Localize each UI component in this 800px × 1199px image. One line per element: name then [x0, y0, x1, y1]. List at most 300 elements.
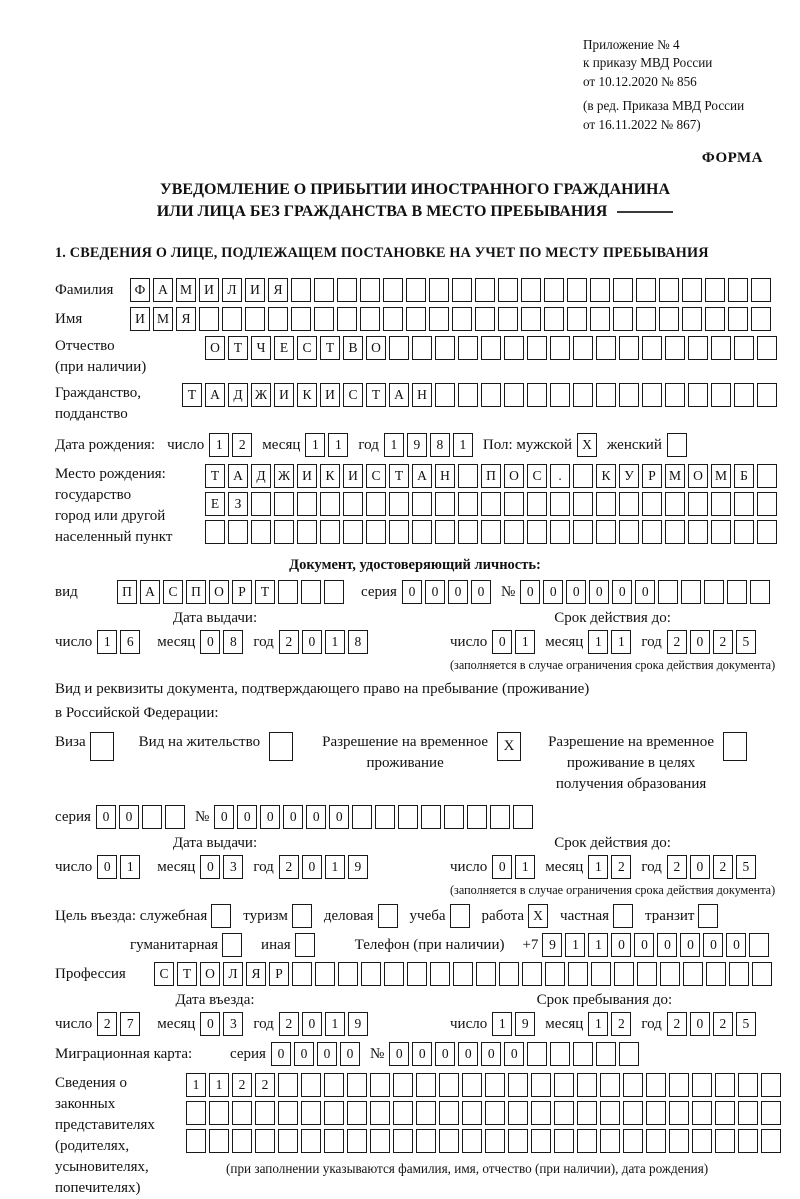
profession-row	[55, 962, 775, 986]
char-box: 0	[302, 1012, 322, 1036]
migration-series-boxes	[271, 1042, 363, 1066]
char-box	[704, 580, 724, 604]
char-box: 2	[97, 1012, 117, 1036]
char-box	[761, 1101, 781, 1125]
char-box: Н	[435, 464, 455, 488]
char-box: 1	[120, 855, 140, 879]
char-box	[757, 520, 777, 544]
char-box: 7	[120, 1012, 140, 1036]
char-box: 0	[340, 1042, 360, 1066]
number-label: №	[369, 1045, 385, 1062]
char-box: 0	[435, 1042, 455, 1066]
char-box	[738, 1101, 758, 1125]
char-box	[600, 1129, 620, 1153]
char-box: Ж	[251, 383, 271, 407]
char-box	[508, 1129, 528, 1153]
char-box	[255, 1101, 275, 1125]
char-box	[669, 1101, 689, 1125]
char-box	[508, 1101, 528, 1125]
char-box: 1	[588, 630, 608, 654]
char-box	[734, 492, 754, 516]
resident-series-boxes	[96, 805, 188, 829]
issue-year-boxes	[279, 630, 371, 654]
doc-series-boxes	[402, 580, 494, 604]
appendix-reference	[583, 36, 775, 134]
char-box	[361, 962, 381, 986]
char-box	[430, 962, 450, 986]
char-box: Д	[251, 464, 271, 488]
char-box	[90, 732, 114, 761]
char-box	[324, 1129, 344, 1153]
char-box	[527, 336, 547, 360]
char-box	[370, 1129, 390, 1153]
edu-residence-label-line1: Разрешение на временное	[548, 734, 715, 751]
appendix-line: к приказу МВД России	[583, 55, 713, 71]
char-box	[757, 336, 777, 360]
char-box	[481, 336, 501, 360]
char-box: 2	[279, 1012, 299, 1036]
valid-day-boxes	[492, 630, 538, 654]
char-box: Т	[320, 336, 340, 360]
char-box	[295, 933, 315, 957]
char-box	[481, 520, 501, 544]
char-box: И	[245, 278, 265, 302]
resident-number-boxes	[214, 805, 536, 829]
char-box	[269, 732, 293, 761]
char-box: 0	[237, 805, 257, 829]
char-box: О	[209, 580, 229, 604]
char-box: Д	[228, 383, 248, 407]
birthplace-boxes-row3	[205, 520, 780, 544]
month-label: месяц	[262, 436, 301, 453]
surname-boxes	[130, 278, 774, 302]
char-box	[665, 336, 685, 360]
char-box	[577, 1101, 597, 1125]
char-box: 3	[223, 1012, 243, 1036]
patronymic-boxes	[205, 336, 780, 360]
birthdate-label: Дата рождения:	[55, 436, 156, 453]
char-box: 0	[200, 630, 220, 654]
purpose-official-checkbox	[211, 904, 234, 928]
char-box: Т	[177, 962, 197, 986]
purpose-label: Цель въезда: служебная	[55, 907, 208, 924]
char-box: М	[665, 464, 685, 488]
char-box: О	[366, 336, 386, 360]
birthplace-boxes-row1	[205, 464, 780, 488]
char-box	[692, 1073, 712, 1097]
char-box	[738, 1073, 758, 1097]
issue-date-title: Дата выдачи:	[172, 835, 258, 852]
char-box	[292, 904, 312, 928]
char-box: 0	[302, 630, 322, 654]
birthplace-boxes-stack	[205, 464, 780, 548]
entry-purpose-row	[55, 904, 775, 928]
char-box: Л	[223, 962, 243, 986]
char-box: П	[186, 580, 206, 604]
char-box	[728, 278, 748, 302]
char-box	[659, 307, 679, 331]
char-box	[715, 1129, 735, 1153]
char-box: И	[343, 464, 363, 488]
char-box: 0	[271, 1042, 291, 1066]
surname-row	[55, 278, 775, 302]
patronymic-label-line2: (при наличии)	[55, 359, 147, 376]
char-box	[324, 1073, 344, 1097]
char-box	[642, 520, 662, 544]
char-box	[550, 336, 570, 360]
char-box	[504, 492, 524, 516]
char-box	[646, 1073, 666, 1097]
char-box: 1	[328, 433, 348, 457]
char-box	[692, 1101, 712, 1125]
char-box	[757, 464, 777, 488]
char-box: 1	[515, 630, 535, 654]
char-box	[619, 520, 639, 544]
temp-residence-label-line1: Разрешение на временное	[322, 734, 489, 751]
char-box	[688, 520, 708, 544]
char-box	[596, 336, 616, 360]
char-box	[393, 1129, 413, 1153]
edu-residence-option	[548, 732, 750, 795]
char-box: Е	[205, 492, 225, 516]
birthplace-row	[55, 464, 775, 548]
char-box: 1	[611, 630, 631, 654]
char-box	[383, 307, 403, 331]
char-box	[688, 336, 708, 360]
surname-label: Фамилия	[55, 281, 114, 298]
purpose-other-label: иная	[261, 936, 291, 953]
char-box	[475, 307, 495, 331]
valid-year-boxes	[667, 855, 759, 879]
sex-female-checkbox	[667, 433, 690, 457]
char-box: 0	[680, 933, 700, 957]
char-box	[412, 336, 432, 360]
char-box: 0	[260, 805, 280, 829]
char-box	[554, 1129, 574, 1153]
char-box	[301, 1101, 321, 1125]
char-box: Я	[176, 307, 196, 331]
char-box	[527, 520, 547, 544]
char-box: С	[366, 464, 386, 488]
char-box	[320, 492, 340, 516]
valid-until-title: Срок действия до:	[554, 835, 671, 852]
char-box	[338, 962, 358, 986]
valid-year-boxes	[667, 630, 759, 654]
char-box: 1	[325, 1012, 345, 1036]
char-box: 6	[120, 630, 140, 654]
purpose-transit-checkbox	[698, 904, 721, 928]
char-box: О	[688, 464, 708, 488]
char-box: 1	[588, 1012, 608, 1036]
char-box: А	[205, 383, 225, 407]
char-box: 8	[348, 630, 368, 654]
char-box: К	[297, 383, 317, 407]
char-box: 2	[611, 1012, 631, 1036]
phone-label: Телефон (при наличии)	[354, 936, 505, 953]
char-box	[527, 383, 547, 407]
representatives-label-line4: (родителях,	[55, 1138, 130, 1155]
birthplace-boxes-row2	[205, 492, 780, 516]
char-box: В	[343, 336, 363, 360]
series-label: серия	[230, 1045, 266, 1062]
char-box	[757, 492, 777, 516]
char-box	[711, 336, 731, 360]
char-box	[669, 1129, 689, 1153]
char-box	[613, 307, 633, 331]
char-box	[278, 1101, 298, 1125]
char-box	[550, 520, 570, 544]
char-box: К	[596, 464, 616, 488]
char-box	[531, 1101, 551, 1125]
char-box: 0	[504, 1042, 524, 1066]
char-box	[352, 805, 372, 829]
char-box	[646, 1129, 666, 1153]
char-box	[729, 962, 749, 986]
issue-day-boxes	[97, 855, 143, 879]
char-box: 1	[305, 433, 325, 457]
char-box	[407, 962, 427, 986]
char-box: 0	[612, 580, 632, 604]
char-box	[596, 492, 616, 516]
char-box	[186, 1101, 206, 1125]
day-label: число	[450, 633, 488, 650]
profession-boxes	[154, 962, 775, 986]
char-box: Е	[274, 336, 294, 360]
section-1-title: 1. СВЕДЕНИЯ О ЛИЦЕ, ПОДЛЕЖАЩЕМ ПОСТАНОВКЕ НА УЧЕТ ПО МЕСТУ ПРЕБЫВАНИЯ	[55, 245, 709, 262]
visa-checkbox	[90, 732, 117, 761]
year-label: год	[641, 633, 662, 650]
char-box: 8	[223, 630, 243, 654]
char-box	[245, 307, 265, 331]
amendment-line: (в ред. Приказа МВД России	[583, 98, 745, 114]
char-box: 2	[255, 1073, 275, 1097]
char-box	[458, 492, 478, 516]
char-box	[698, 904, 718, 928]
char-box	[301, 580, 321, 604]
char-box: 0	[492, 630, 512, 654]
char-box	[711, 492, 731, 516]
entry-dates-row	[55, 992, 775, 1036]
char-box	[550, 383, 570, 407]
char-box: Я	[246, 962, 266, 986]
validity-note: (заполняется в случае ограничения срока действия документа)	[450, 658, 776, 673]
char-box	[343, 520, 363, 544]
char-box	[360, 278, 380, 302]
char-box: 0	[611, 933, 631, 957]
char-box	[222, 307, 242, 331]
month-label: месяц	[157, 858, 196, 875]
valid-until-title: Срок действия до:	[554, 610, 671, 627]
char-box	[232, 1129, 252, 1153]
char-box	[337, 278, 357, 302]
char-box: П	[117, 580, 137, 604]
char-box	[314, 307, 334, 331]
char-box: 1	[325, 630, 345, 654]
patronymic-label	[55, 336, 205, 378]
char-box	[683, 962, 703, 986]
char-box: 0	[425, 580, 445, 604]
char-box	[429, 278, 449, 302]
char-box	[738, 1129, 758, 1153]
id-document-header: Документ, удостоверяющий личность:	[289, 557, 541, 574]
char-box	[453, 962, 473, 986]
char-box	[485, 1129, 505, 1153]
char-box: 2	[713, 630, 733, 654]
char-box	[521, 307, 541, 331]
issue-month-boxes	[200, 630, 246, 654]
char-box: 1	[325, 855, 345, 879]
char-box	[439, 1073, 459, 1097]
char-box	[435, 492, 455, 516]
char-box	[613, 278, 633, 302]
char-box: З	[228, 492, 248, 516]
char-box: Л	[222, 278, 242, 302]
char-box	[527, 492, 547, 516]
char-box: О	[205, 336, 225, 360]
char-box	[435, 383, 455, 407]
char-box	[324, 580, 344, 604]
resident-doc-line1: Вид и реквизиты документа, подтверждающего право на пребывание (проживание)	[55, 681, 590, 698]
char-box	[165, 805, 185, 829]
char-box	[527, 1042, 547, 1066]
char-box	[667, 433, 687, 457]
char-box	[315, 962, 335, 986]
char-box	[573, 1042, 593, 1066]
appendix-line: от 10.12.2020 № 856	[583, 73, 697, 89]
char-box: 0	[200, 855, 220, 879]
day-label: число	[55, 633, 93, 650]
purpose-humanitarian-checkbox	[222, 933, 245, 957]
day-label: число	[167, 436, 205, 453]
char-box	[211, 904, 231, 928]
char-box	[623, 1101, 643, 1125]
char-box: С	[163, 580, 183, 604]
char-box: 1	[209, 1073, 229, 1097]
firstname-boxes	[130, 307, 774, 331]
char-box	[476, 962, 496, 986]
char-box	[278, 1073, 298, 1097]
char-box: 1	[492, 1012, 512, 1036]
birth-year-boxes	[384, 433, 476, 457]
char-box: И	[130, 307, 150, 331]
representatives-boxes-row2	[186, 1101, 784, 1125]
char-box	[682, 307, 702, 331]
char-box	[659, 278, 679, 302]
char-box	[389, 336, 409, 360]
char-box	[550, 492, 570, 516]
char-box	[658, 580, 678, 604]
char-box	[475, 278, 495, 302]
phone-boxes	[542, 933, 772, 957]
firstname-row	[55, 307, 775, 331]
char-box	[255, 1129, 275, 1153]
char-box: 3	[223, 855, 243, 879]
id-document-row	[55, 580, 775, 604]
char-box	[688, 383, 708, 407]
char-box	[554, 1073, 574, 1097]
char-box: 5	[736, 1012, 756, 1036]
char-box	[665, 520, 685, 544]
char-box	[393, 1101, 413, 1125]
char-box: С	[154, 962, 174, 986]
issue-month-boxes	[200, 855, 246, 879]
char-box: Т	[366, 383, 386, 407]
purpose-business-label: деловая	[323, 907, 374, 924]
char-box	[421, 805, 441, 829]
char-box	[715, 1101, 735, 1125]
birthplace-label-line1: Место рождения:	[55, 466, 166, 483]
year-label: год	[253, 858, 274, 875]
char-box	[692, 1129, 712, 1153]
char-box	[251, 492, 271, 516]
char-box: К	[320, 464, 340, 488]
char-box	[660, 962, 680, 986]
char-box: Т	[205, 464, 225, 488]
char-box	[573, 383, 593, 407]
char-box	[389, 520, 409, 544]
char-box	[301, 1073, 321, 1097]
purpose-study-checkbox	[450, 904, 473, 928]
residence-permit-option	[139, 732, 296, 761]
char-box	[508, 1073, 528, 1097]
doc-number-boxes	[520, 580, 773, 604]
char-box	[347, 1129, 367, 1153]
char-box: 0	[726, 933, 746, 957]
char-box	[366, 520, 386, 544]
char-box: И	[274, 383, 294, 407]
char-box	[567, 307, 587, 331]
char-box	[416, 1073, 436, 1097]
char-box	[531, 1129, 551, 1153]
char-box: 2	[232, 1073, 252, 1097]
char-box	[522, 962, 542, 986]
migration-number-boxes	[389, 1042, 642, 1066]
char-box: 0	[306, 805, 326, 829]
representatives-label-line3: представителях	[55, 1117, 155, 1134]
doc-type-boxes	[117, 580, 347, 604]
char-box	[545, 962, 565, 986]
char-box	[412, 492, 432, 516]
representatives-label-line2: законных	[55, 1096, 116, 1113]
char-box	[728, 307, 748, 331]
edu-residence-label	[548, 732, 714, 795]
char-box	[452, 307, 472, 331]
resident-doc-series-row	[55, 805, 775, 829]
char-box	[378, 904, 398, 928]
migration-card-label: Миграционная карта:	[55, 1045, 193, 1062]
birthplace-label-line4: населенный пункт	[55, 529, 173, 546]
char-box	[462, 1129, 482, 1153]
char-box	[458, 383, 478, 407]
char-box	[751, 278, 771, 302]
char-box	[665, 492, 685, 516]
day-label: число	[450, 858, 488, 875]
char-box: 0	[283, 805, 303, 829]
birth-month-boxes	[305, 433, 351, 457]
sex-male-label: Пол: мужской	[482, 436, 573, 453]
char-box: О	[200, 962, 220, 986]
char-box	[504, 336, 524, 360]
char-box: Т	[389, 464, 409, 488]
char-box	[375, 805, 395, 829]
char-box: 5	[736, 630, 756, 654]
profession-label: Профессия	[55, 965, 126, 982]
char-box: 0	[481, 1042, 501, 1066]
char-box: А	[389, 383, 409, 407]
char-box	[450, 904, 470, 928]
number-label: №	[194, 808, 210, 825]
passport-dates-row	[55, 610, 775, 673]
